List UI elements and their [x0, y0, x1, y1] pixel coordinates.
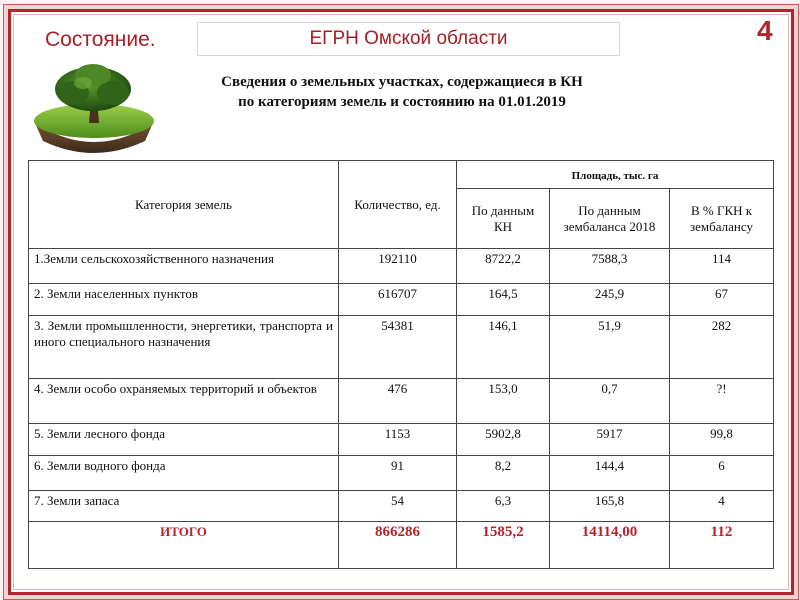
row-percent: 114	[670, 249, 774, 284]
row-category: 6. Земли водного фонда	[29, 456, 339, 491]
subtitle	[182, 72, 622, 112]
row-category: 2. Земли населенных пунктов	[29, 284, 339, 316]
total-area-kn: 1585,2	[457, 522, 550, 569]
tree-island-icon	[27, 61, 161, 159]
subtitle-line-2: по категориям земель и состоянию на 01.01.2019	[238, 94, 566, 110]
row-area-zem: 51,9	[550, 316, 670, 379]
header-area-zem: По данным зембаланса 2018	[550, 189, 670, 249]
table-row	[29, 491, 774, 522]
row-category: 4. Земли особо охраняемых территорий и объектов	[29, 379, 339, 424]
table-header-row	[29, 161, 774, 189]
table-row	[29, 249, 774, 284]
row-area-zem: 0,7	[550, 379, 670, 424]
row-percent: 4	[670, 491, 774, 522]
row-area-kn: 6,3	[457, 491, 550, 522]
table-total-row	[29, 522, 774, 569]
row-area-zem: 7588,3	[550, 249, 670, 284]
row-area-zem: 165,8	[550, 491, 670, 522]
row-area-kn: 153,0	[457, 379, 550, 424]
row-area-kn: 164,5	[457, 284, 550, 316]
table-row	[29, 316, 774, 379]
table-row	[29, 424, 774, 456]
land-category-table	[28, 160, 774, 569]
row-percent: 6	[670, 456, 774, 491]
row-percent: 282	[670, 316, 774, 379]
table-row	[29, 456, 774, 491]
header-area-group	[457, 161, 774, 189]
state-label: Состояние.	[45, 28, 156, 51]
row-area-zem: 245,9	[550, 284, 670, 316]
row-area-kn: 5902,8	[457, 424, 550, 456]
table-row	[29, 284, 774, 316]
row-category: 1.Земли сельскохозяйственного назначения	[29, 249, 339, 284]
header-count: Количество, ед.	[339, 161, 457, 249]
row-count: 192110	[339, 249, 457, 284]
row-category: 7. Земли запаса	[29, 491, 339, 522]
row-area-kn: 8722,2	[457, 249, 550, 284]
row-area-kn: 8,2	[457, 456, 550, 491]
row-count: 91	[339, 456, 457, 491]
row-percent: 67	[670, 284, 774, 316]
page-title: ЕГРН Омской области	[197, 22, 620, 56]
row-category: 3. Земли промышленности, энергетики, транспорта и иного специального назначения	[29, 316, 339, 379]
row-area-zem: 144,4	[550, 456, 670, 491]
total-label: ИТОГО	[29, 522, 339, 569]
header-area-kn: По данным КН	[457, 189, 550, 249]
table-row	[29, 379, 774, 424]
row-count: 54381	[339, 316, 457, 379]
page-number: 4	[757, 15, 773, 46]
row-percent: 99,8	[670, 424, 774, 456]
row-area-zem: 5917	[550, 424, 670, 456]
row-count: 616707	[339, 284, 457, 316]
total-count: 866286	[339, 522, 457, 569]
total-percent: 112	[670, 522, 774, 569]
row-count: 476	[339, 379, 457, 424]
header-category: Категория земель	[29, 161, 339, 249]
row-area-kn: 146,1	[457, 316, 550, 379]
header-percent: В % ГКН к зембалансу	[670, 189, 774, 249]
total-area-zem: 14114,00	[550, 522, 670, 569]
row-percent: ?!	[670, 379, 774, 424]
subtitle-line-1: Сведения о земельных участках, содержащиеся в КН	[221, 74, 583, 90]
header-area-group-label: Площадь, тыс. га	[571, 169, 659, 182]
row-count: 1153	[339, 424, 457, 456]
row-count: 54	[339, 491, 457, 522]
row-category: 5. Земли лесного фонда	[29, 424, 339, 456]
